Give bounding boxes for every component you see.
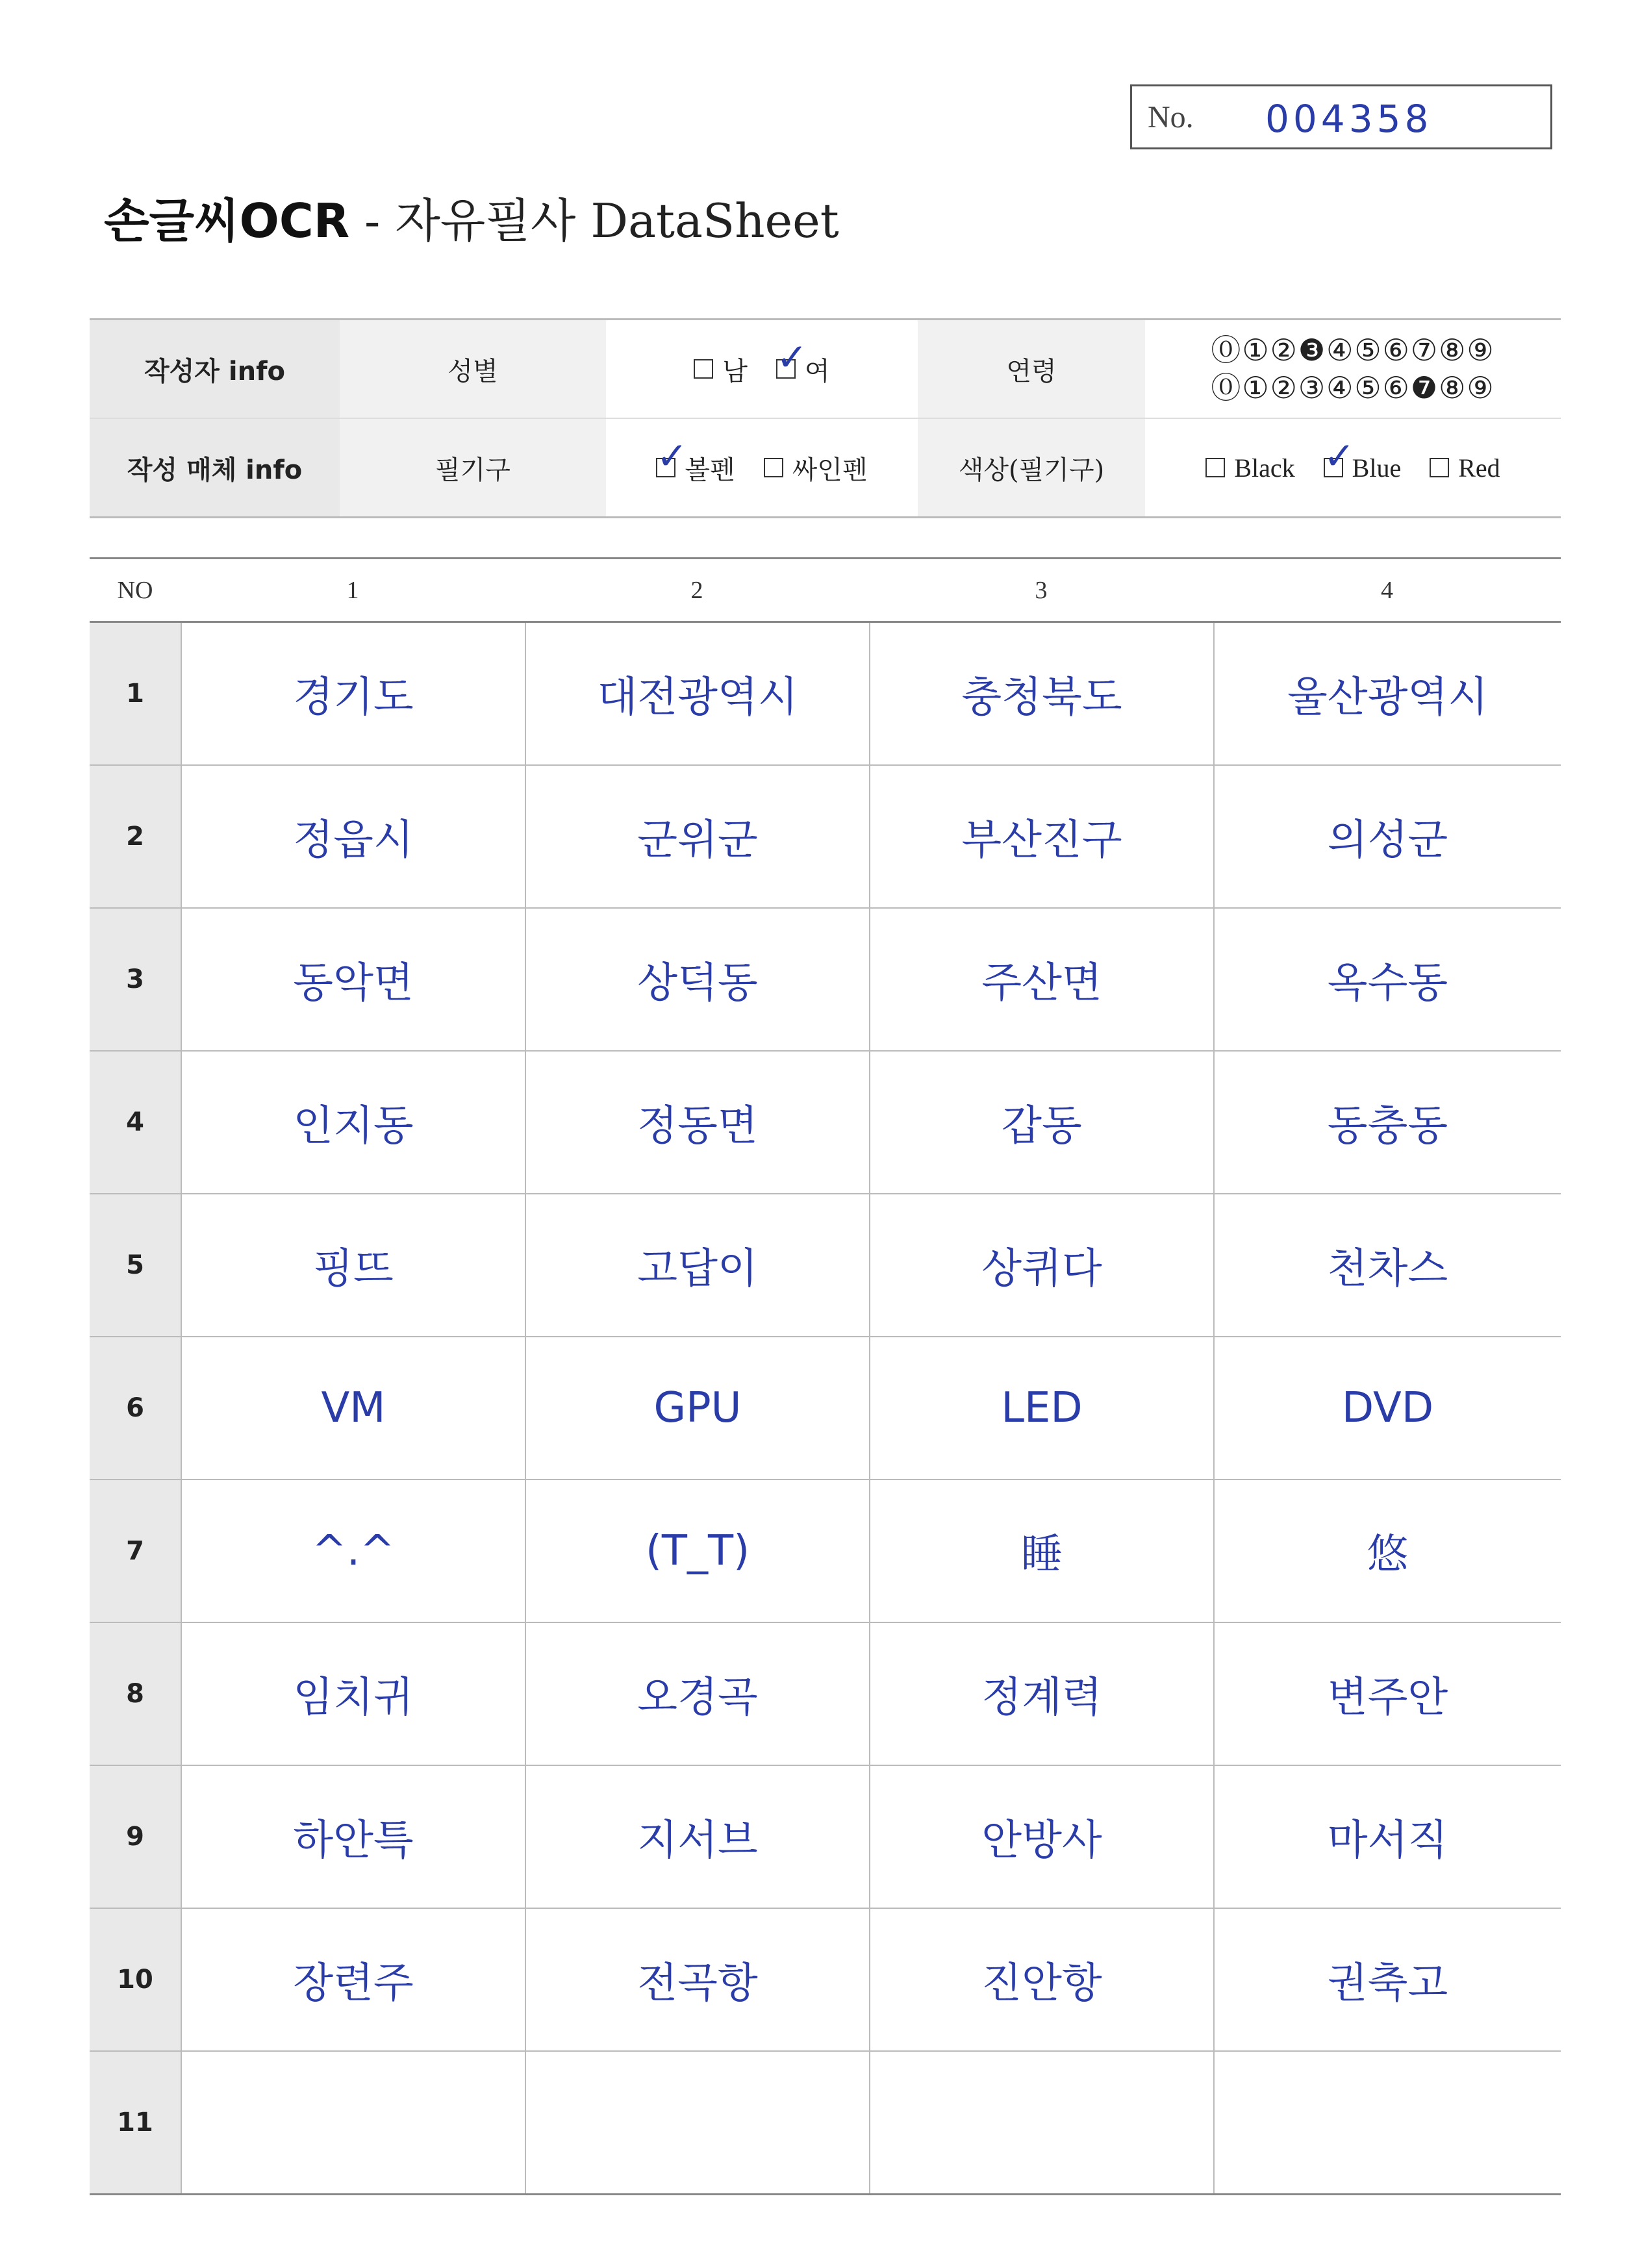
handwriting-cell: 대전광역시	[525, 623, 869, 764]
table-row	[90, 2052, 1561, 2195]
handwriting-cell: DVD	[1213, 1337, 1561, 1479]
age-tens-bubbles[interactable]: ⓪①②❸④⑤⑥⑦⑧⑨	[1211, 333, 1495, 368]
handwriting-cell: 오경곡	[525, 1623, 869, 1765]
handwriting-cell: 임치귀	[181, 1623, 525, 1765]
handwriting-cell: ^.^	[181, 1480, 525, 1622]
handwriting-cell: VM	[181, 1337, 525, 1479]
handwriting-cell: 지서브	[525, 1766, 869, 1908]
handwriting-cell: 상덕동	[525, 909, 869, 1050]
row-number: 9	[90, 1766, 181, 1908]
tool-option-signpen[interactable]	[764, 449, 868, 486]
color-option-red[interactable]	[1430, 453, 1500, 483]
table-row	[90, 1052, 1561, 1194]
table-body	[90, 623, 1561, 2195]
handwriting-cell: 군위군	[525, 766, 869, 907]
row-number: 1	[90, 623, 181, 764]
handwriting-cell: 안방사	[869, 1766, 1213, 1908]
color-options	[1145, 419, 1561, 516]
age-ones-bubbles[interactable]: ⓪①②③④⑤⑥❼⑧⑨	[1211, 370, 1495, 405]
color-option-blue[interactable]	[1323, 434, 1402, 483]
handwriting-cell: 변주안	[1213, 1623, 1561, 1765]
header-col-2: 2	[690, 576, 703, 604]
gender-option-male-label: 남	[722, 356, 748, 386]
table-row	[90, 1909, 1561, 2052]
checkbox-checked-icon[interactable]	[656, 434, 688, 478]
row-number: 5	[90, 1194, 181, 1336]
age-label: 연령	[918, 320, 1145, 418]
row-number: 4	[90, 1052, 181, 1193]
tool-option-ballpen-label: 볼펜	[685, 455, 735, 485]
handwriting-cell	[1213, 2052, 1561, 2193]
handwriting-cell: 마서직	[1213, 1766, 1561, 1908]
handwriting-cell: 동악면	[181, 909, 525, 1050]
header-col-4: 4	[1381, 576, 1393, 604]
handwriting-cell: 悠	[1213, 1480, 1561, 1622]
handwriting-cell: LED	[869, 1337, 1213, 1479]
table-row	[90, 1337, 1561, 1480]
handwriting-cell: 부산진구	[869, 766, 1213, 907]
handwriting-cell	[181, 2052, 525, 2193]
handwriting-cell: 상퀴다	[869, 1194, 1213, 1336]
gender-option-female[interactable]	[776, 335, 830, 388]
handwriting-cell: (T_T)	[525, 1480, 869, 1622]
checkbox-icon[interactable]	[1430, 458, 1449, 477]
table-row	[90, 1766, 1561, 1909]
row-number: 7	[90, 1480, 181, 1622]
title-rest: - 자유필사 DataSheet	[349, 194, 839, 248]
table-header	[90, 559, 1561, 623]
tool-option-ballpen[interactable]	[656, 434, 735, 486]
color-option-black[interactable]	[1205, 453, 1294, 483]
gender-options	[606, 320, 918, 418]
media-info-row	[90, 418, 1561, 516]
serial-label: No.	[1148, 100, 1194, 134]
handwriting-cell: 하안특	[181, 1766, 525, 1908]
tool-options	[606, 419, 918, 516]
table-row	[90, 766, 1561, 909]
handwriting-cell	[525, 2052, 869, 2193]
color-option-black-label: Black	[1234, 453, 1295, 483]
gender-option-male[interactable]	[694, 351, 748, 388]
checkbox-icon[interactable]	[694, 359, 713, 379]
info-table	[90, 318, 1561, 518]
media-info-label: 작성 매체 info	[90, 419, 340, 516]
color-option-blue-label: Blue	[1352, 453, 1402, 483]
handwriting-cell: 옥수동	[1213, 909, 1561, 1050]
row-number: 6	[90, 1337, 181, 1479]
handwriting-cell: 울산광역시	[1213, 623, 1561, 764]
header-col-1: 1	[346, 576, 359, 604]
serial-value: 004358	[1265, 97, 1433, 141]
handwriting-cell: 주산면	[869, 909, 1213, 1050]
handwriting-cell: 장련주	[181, 1909, 525, 2050]
checkmark-icon: ✓	[1323, 434, 1356, 478]
handwriting-cell: 진안항	[869, 1909, 1213, 2050]
checkbox-checked-icon[interactable]	[776, 335, 808, 379]
handwriting-table	[90, 557, 1561, 2195]
table-row	[90, 1480, 1561, 1623]
title-bold: 손글씨OCR	[104, 194, 350, 248]
checkmark-icon: ✓	[776, 335, 808, 379]
tool-label: 필기구	[340, 419, 606, 516]
writer-info-row	[90, 320, 1561, 418]
color-option-red-label: Red	[1458, 453, 1500, 483]
checkmark-icon: ✓	[656, 434, 688, 478]
header-no: NO	[117, 576, 153, 604]
age-bubbles	[1145, 320, 1561, 418]
header-col-3: 3	[1035, 576, 1048, 604]
handwriting-cell: 핑뜨	[181, 1194, 525, 1336]
row-number: 8	[90, 1623, 181, 1765]
gender-label: 성별	[340, 320, 606, 418]
gender-option-female-label: 여	[805, 356, 830, 386]
handwriting-cell: 고답이	[525, 1194, 869, 1336]
checkbox-checked-icon[interactable]	[1323, 434, 1356, 478]
handwriting-cell: 갑동	[869, 1052, 1213, 1193]
table-row	[90, 1194, 1561, 1337]
table-row	[90, 623, 1561, 766]
handwriting-cell: 인지동	[181, 1052, 525, 1193]
handwriting-cell: 경기도	[181, 623, 525, 764]
handwriting-cell: 정읍시	[181, 766, 525, 907]
handwriting-cell: 동충동	[1213, 1052, 1561, 1193]
handwriting-cell: 정계력	[869, 1623, 1213, 1765]
row-number: 11	[90, 2052, 181, 2193]
checkbox-icon[interactable]	[764, 458, 783, 477]
table-row	[90, 909, 1561, 1052]
row-number: 3	[90, 909, 181, 1050]
row-number: 2	[90, 766, 181, 907]
color-label: 색상(필기구)	[918, 419, 1145, 516]
handwriting-cell	[869, 2052, 1213, 2193]
row-number: 10	[90, 1909, 181, 2050]
handwriting-cell: GPU	[525, 1337, 869, 1479]
handwriting-cell: 정동면	[525, 1052, 869, 1193]
page-title	[104, 183, 839, 251]
tool-option-signpen-label: 싸인펜	[792, 455, 868, 485]
checkbox-icon[interactable]	[1205, 458, 1225, 477]
handwriting-cell: 권축고	[1213, 1909, 1561, 2050]
handwriting-cell: 충청북도	[869, 623, 1213, 764]
serial-number-box	[1130, 84, 1552, 149]
handwriting-cell: 의성군	[1213, 766, 1561, 907]
table-row	[90, 1623, 1561, 1766]
writer-info-label: 작성자 info	[90, 320, 340, 418]
handwriting-cell: 전곡항	[525, 1909, 869, 2050]
handwriting-cell: 睡	[869, 1480, 1213, 1622]
handwriting-cell: 천차스	[1213, 1194, 1561, 1336]
